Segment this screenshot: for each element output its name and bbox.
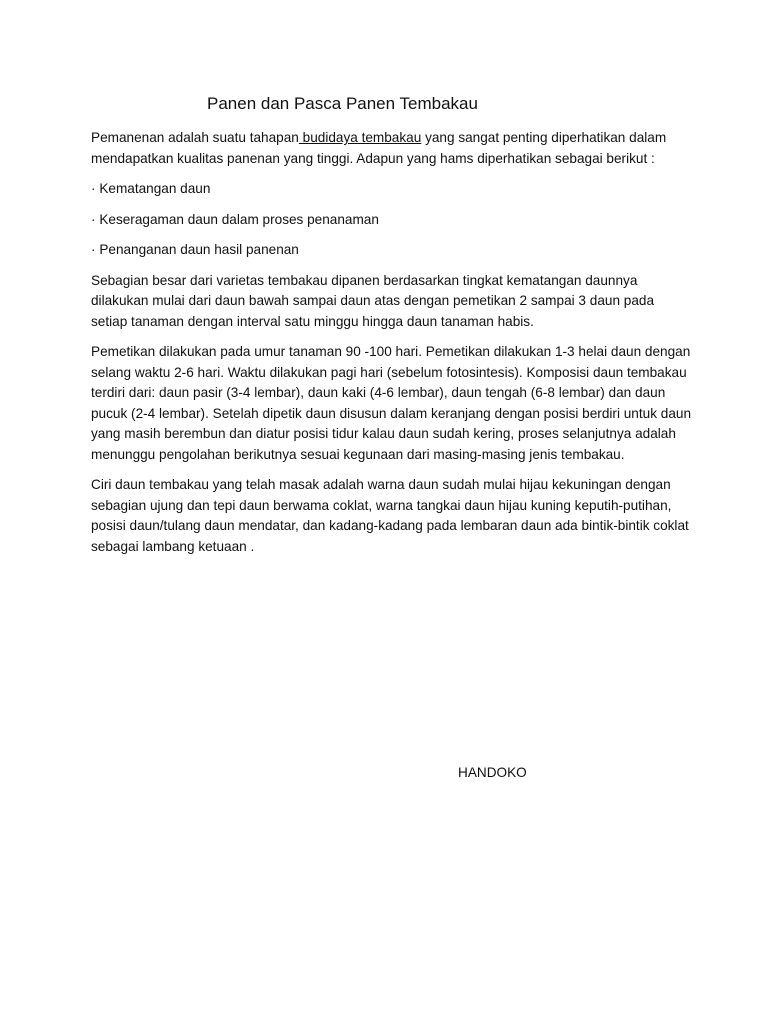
author-signature: HANDOKO [458,765,527,780]
bullet-item-penanganan: · Penanganan daun hasil panenan [91,240,691,261]
intro-paragraph [91,128,691,169]
document-body [91,128,691,567]
paragraph-ciri-daun: Ciri daun tembakau yang telah masak adalah warna daun sudah mulai hijau kekuningan dengan sebagian ujung dan tepi daun berwama coklat, warna tangkai daun hijau kuning keputih-putihan, posisi daun/tulang daun mendatar, dan kadang-kadang pada lembaran daun ada bintik-bintik coklat sebagai lambang ketuaan . [91,477,689,554]
budidaya-tembakau-link[interactable]: budidaya tembakau [298,130,422,145]
intro-text-end: yang sangat penting diperhatikan dalam mendapatkan kualitas panenan yang tinggi. Adapun yang hams diperhatikan sebagai berikut : [91,130,667,166]
paragraph-varietas: Sebagian besar dari varietas tembakau dipanen berdasarkan tingkat kematangan daunnya dilakukan mulai dari daun bawah sampai daun atas dengan pemetikan 2 sampai 3 daun pada setiap tanaman dengan interval satu minggu hingga daun tanaman habis. [91,272,655,329]
bullet-item-kematangan: · Kematangan daun [91,179,691,200]
paragraph-pemetikan: Pemetikan dilakukan pada umur tanaman 90 -100 hari. Pemetikan dilakukan 1-3 helai daun dengan selang waktu 2-6 hari. Waktu dilakukan pagi hari (sebelum fotosintesis). Komposisi daun tembakau terdiri dari: daun pasir (3-4 lembar), daun kaki (4-6 lembar), daun tengah (6-8 lembar) dan daun pucuk (2-4 lembar). Setelah dipetik daun disusun dalam keranjang dengan posisi berdiri untuk daun yang masih berembun dan diatur posisi tidur kalau daun sudah kering, proses selanjutnya adalah menunggu pengolahan berikutnya sesuai kegunaan dari masing-masing jenis tembakau. [91,344,692,462]
document-title: Panen dan Pasca Panen Tembakau [207,94,478,113]
intro-text-start: Pemanenan adalah suatu tahapan [91,130,299,145]
bullet-item-keseragaman: · Keseragaman daun dalam proses penanaman [91,210,691,231]
